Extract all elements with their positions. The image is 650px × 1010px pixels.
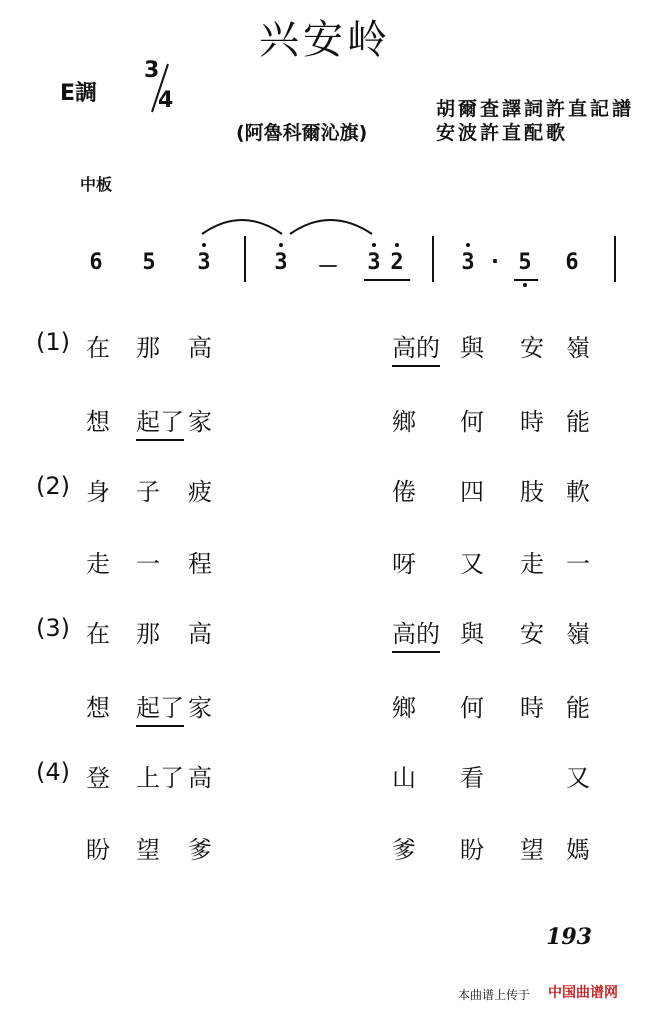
lyric-row xyxy=(0,688,650,728)
lyric-row xyxy=(0,614,650,654)
lyric-char: 盼 xyxy=(86,836,110,864)
lyric-char: 嶺 xyxy=(566,620,590,648)
lyric-char: 媽 xyxy=(566,836,590,864)
lyric-char: 高的 xyxy=(392,328,440,367)
lyric-char: 肢 xyxy=(520,478,544,506)
tempo-marking: 中板 xyxy=(80,175,113,194)
site-logo[interactable]: 中国曲谱网 xyxy=(548,985,618,1001)
lyric-char: 安 xyxy=(520,620,544,648)
lyric-char: 看 xyxy=(460,764,484,792)
lyric-char: 家 xyxy=(188,408,212,436)
lyric-char: 鄉 xyxy=(392,694,416,722)
lyric-char: 那 xyxy=(136,620,160,648)
lyric-char: 望 xyxy=(520,836,544,864)
credit-line-1: 胡爾査譯詞許直記譜 xyxy=(436,98,635,120)
page-number: 193 xyxy=(546,924,592,950)
key-signature: E調 xyxy=(60,81,98,106)
lyric-row xyxy=(0,472,650,512)
verse-label: (3) xyxy=(36,614,70,642)
lyric-char: 上了 xyxy=(136,764,184,792)
origin-label: (阿魯科爾沁旗) xyxy=(236,122,368,144)
lyric-char: 能 xyxy=(566,694,590,722)
octave-dot xyxy=(523,283,527,287)
lyric-char: 爹 xyxy=(188,836,212,864)
verse-label: (1) xyxy=(36,328,70,356)
note-5: 3 xyxy=(367,250,381,275)
note-9: 6 xyxy=(565,250,579,275)
lyric-char: 那 xyxy=(136,334,160,362)
lyric-char: 在 xyxy=(86,334,110,362)
lyric-char: 鄉 xyxy=(392,408,416,436)
lyric-row xyxy=(0,758,650,798)
bar-line xyxy=(614,236,616,282)
lyric-char: 望 xyxy=(136,836,160,864)
time-signature-numerator: 3 xyxy=(144,58,160,83)
time-signature xyxy=(144,58,184,118)
lyric-char: 倦 xyxy=(392,478,416,506)
lyric-char: 盼 xyxy=(460,836,484,864)
credit-line-2: 安波許直配歌 xyxy=(436,122,569,144)
lyric-row xyxy=(0,830,650,870)
lyric-char: 何 xyxy=(460,694,484,722)
lyric-char: 高 xyxy=(188,764,212,792)
lyric-char: 與 xyxy=(460,620,484,648)
lyric-char: 高的 xyxy=(392,614,440,653)
octave-dot xyxy=(395,243,399,247)
note-dot: · xyxy=(488,250,502,275)
lyric-char: 起了 xyxy=(136,402,184,441)
lyric-char: 能 xyxy=(566,408,590,436)
lyric-char: 又 xyxy=(566,764,590,792)
note-6: 2 xyxy=(390,250,404,275)
lyric-row xyxy=(0,328,650,368)
lyric-row xyxy=(0,402,650,442)
bar-line xyxy=(432,236,434,282)
lyric-char: 登 xyxy=(86,764,110,792)
lyric-char: 一 xyxy=(566,550,590,578)
octave-dot xyxy=(466,243,470,247)
footer-text: 本曲谱上传于 xyxy=(458,988,531,1002)
lyric-char: 高 xyxy=(188,620,212,648)
lyric-char: 呀 xyxy=(392,550,416,578)
lyric-char: 高 xyxy=(188,334,212,362)
note-dash: － xyxy=(317,255,340,280)
bar-line xyxy=(244,236,246,282)
lyric-char: 嶺 xyxy=(566,334,590,362)
lyric-char: 想 xyxy=(86,694,110,722)
lyric-char: 疲 xyxy=(188,478,212,506)
lyric-char: 身 xyxy=(86,478,110,506)
note-3: 3 xyxy=(197,250,211,275)
lyric-char: 時 xyxy=(520,694,544,722)
lyric-char: 與 xyxy=(460,334,484,362)
note-8: 5 xyxy=(518,250,532,275)
octave-dot xyxy=(202,243,206,247)
verse-label: (4) xyxy=(36,758,70,786)
eighth-underline xyxy=(514,279,538,281)
lyric-char: 軟 xyxy=(566,478,590,506)
lyric-char: 走 xyxy=(520,550,544,578)
lyric-char: 起了 xyxy=(136,688,184,727)
lyric-char: 四 xyxy=(460,478,484,506)
lyric-char: 程 xyxy=(188,550,212,578)
verse-label: (2) xyxy=(36,472,70,500)
lyric-char: 家 xyxy=(188,694,212,722)
note-7: 3 xyxy=(461,250,475,275)
lyric-char: 想 xyxy=(86,408,110,436)
note-2: 5 xyxy=(142,250,156,275)
lyric-char: 時 xyxy=(520,408,544,436)
lyric-char: 子 xyxy=(136,478,160,506)
note-4: 3 xyxy=(274,250,288,275)
lyric-char: 一 xyxy=(136,550,160,578)
lyric-char: 又 xyxy=(460,550,484,578)
song-title: 兴安岭 xyxy=(259,17,391,63)
time-signature-denominator: 4 xyxy=(158,88,174,113)
octave-dot xyxy=(279,243,283,247)
octave-dot xyxy=(372,243,376,247)
eighth-underline xyxy=(364,279,410,281)
lyric-char: 在 xyxy=(86,620,110,648)
lyric-row xyxy=(0,544,650,584)
lyric-char: 安 xyxy=(520,334,544,362)
lyric-char: 爹 xyxy=(392,836,416,864)
lyric-char: 走 xyxy=(86,550,110,578)
lyric-char: 何 xyxy=(460,408,484,436)
note-1: 6 xyxy=(89,250,103,275)
lyric-char: 山 xyxy=(392,764,416,792)
